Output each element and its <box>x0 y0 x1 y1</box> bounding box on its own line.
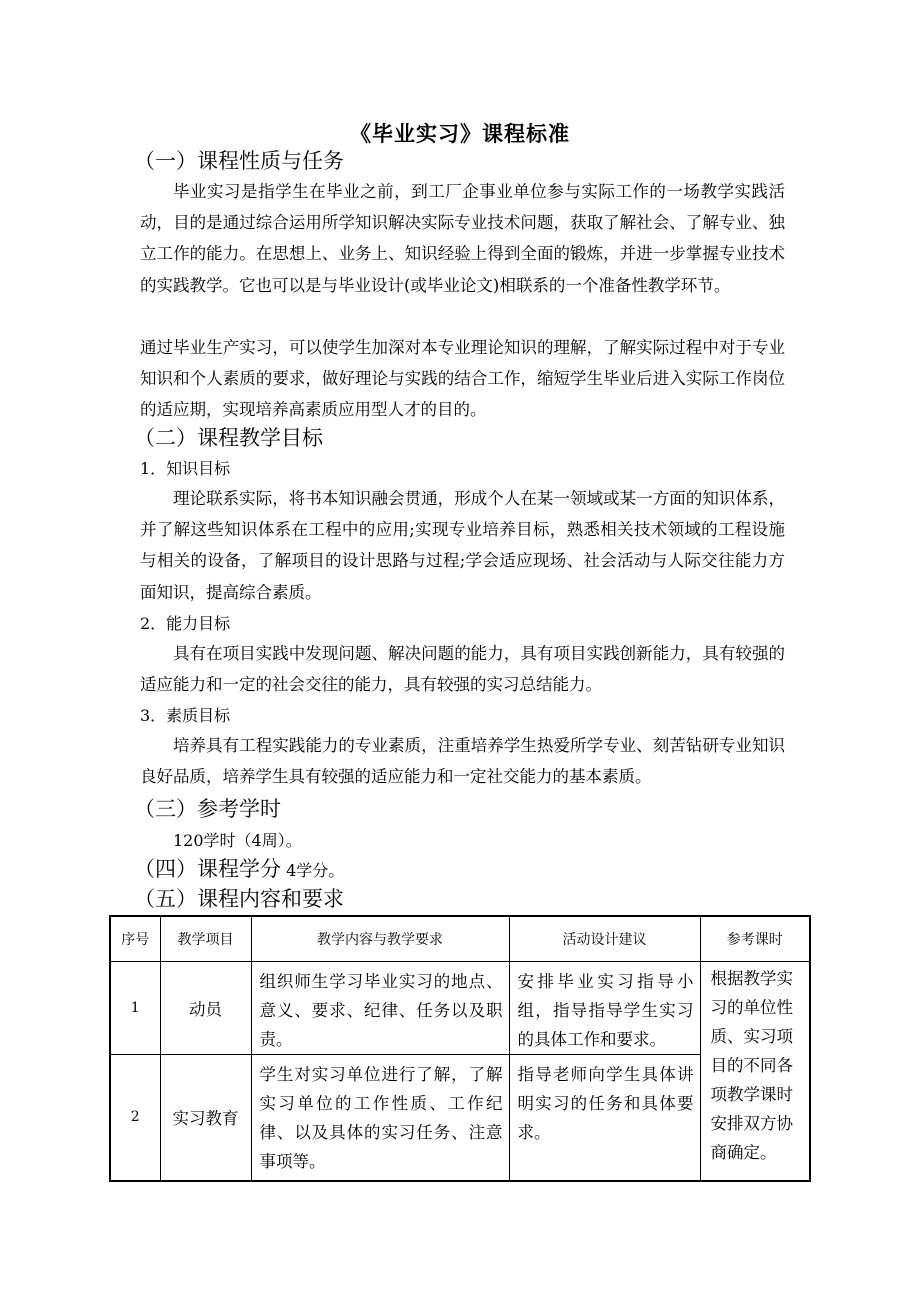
row-1-content: 组织师生学习毕业实习的地点、意义、要求、纪律、任务以及职责。 <box>251 962 509 1055</box>
section-1-paragraph-1: 毕业实习是指学生在毕业之前，到工厂企事业单位参与实际工作的一场教学实践活动，目的是通过综合运用所学知识解决实际专业技术问题，获取了解社会、了解专业、独立工作的能力。在思想上、业务上、知识经验上得到全面的锻炼，并进一步掌握专业技术的实践教学。它也可以是与毕业设计(或毕业论文)相联系的一个准备性教学环节。 <box>140 182 785 295</box>
header-activity: 活动设计建议 <box>509 916 700 962</box>
ability-goal-title: 2．能力目标 <box>140 614 231 633</box>
course-content-table <box>109 915 811 1182</box>
knowledge-goal-title: 1．知识目标 <box>140 459 231 478</box>
ability-goal-text: 具有在项目实践中发现问题、解决问题的能力，具有项目实践创新能力，具有较强的适应能力和一定的社会交往的能力，具有较强的实习总结能力。 <box>140 644 785 695</box>
section-4-heading-text: （四）课程学分 <box>134 857 281 881</box>
row-2-item: 实习教育 <box>160 1055 251 1181</box>
quality-goal-title: 3．素质目标 <box>140 706 231 725</box>
row-1-activity: 安排毕业实习指导小组，指导指导学生实习的具体工作和要求。 <box>509 962 700 1055</box>
header-item: 教学项目 <box>160 916 251 962</box>
row-2-no: 2 <box>110 1055 160 1181</box>
row-2-content: 学生对实习单位进行了解，了解实习单位的工作性质、工作纪律、以及具体的实习任务、注意事项等。 <box>251 1055 509 1181</box>
row-1-item: 动员 <box>160 962 251 1055</box>
section-3-hours: 120学时（4周）。 <box>173 831 302 850</box>
section-4-heading <box>134 855 344 885</box>
header-hours: 参考课时 <box>700 916 810 962</box>
quality-goal-text: 培养具有工程实践能力的专业素质，注重培养学生热爱所学专业、刻苦钻研专业知识良好品质，培养学生具有较强的适应能力和一定社交能力的基本素质。 <box>140 736 785 787</box>
table-header-row <box>110 916 810 962</box>
page-title: 《毕业实习》课程标准 <box>350 122 570 146</box>
section-2-heading: （二）课程教学目标 <box>134 426 323 450</box>
knowledge-goal-text: 理论联系实际，将书本知识融会贯通，形成个人在某一领域或某一方面的知识体系，并了解这些知识体系在工程中的应用;实现专业培养目标，熟悉相关技术领域的工程设施与相关的设备，了解项目的设计思路与过程;学会适应现场、社会活动与人际交往能力方面知识，提高综合素质。 <box>140 489 785 602</box>
row-2-activity: 指导老师向学生具体讲明实习的任务和具体要求。 <box>509 1055 700 1181</box>
table-row <box>110 962 810 1055</box>
section-3-heading: （三）参考学时 <box>134 797 281 821</box>
section-5-heading: （五）课程内容和要求 <box>134 887 344 911</box>
hours-cell: 根据教学实习的单位性质、实习项目的不同各项教学课时安排双方协商确定。 <box>700 962 810 1181</box>
row-1-no: 1 <box>110 962 160 1055</box>
header-content: 教学内容与教学要求 <box>251 916 509 962</box>
section-4-credits: 4学分。 <box>286 861 345 880</box>
section-1-paragraph-2: 通过毕业生产实习，可以使学生加深对本专业理论知识的理解，了解实际过程中对于专业知识和个人素质的要求，做好理论与实践的结合工作，缩短学生毕业后进入实际工作岗位的适应期，实现培养高素质应用型人才的目的。 <box>140 338 785 420</box>
section-1-heading: （一）课程性质与任务 <box>134 149 344 173</box>
header-no: 序号 <box>110 916 160 962</box>
